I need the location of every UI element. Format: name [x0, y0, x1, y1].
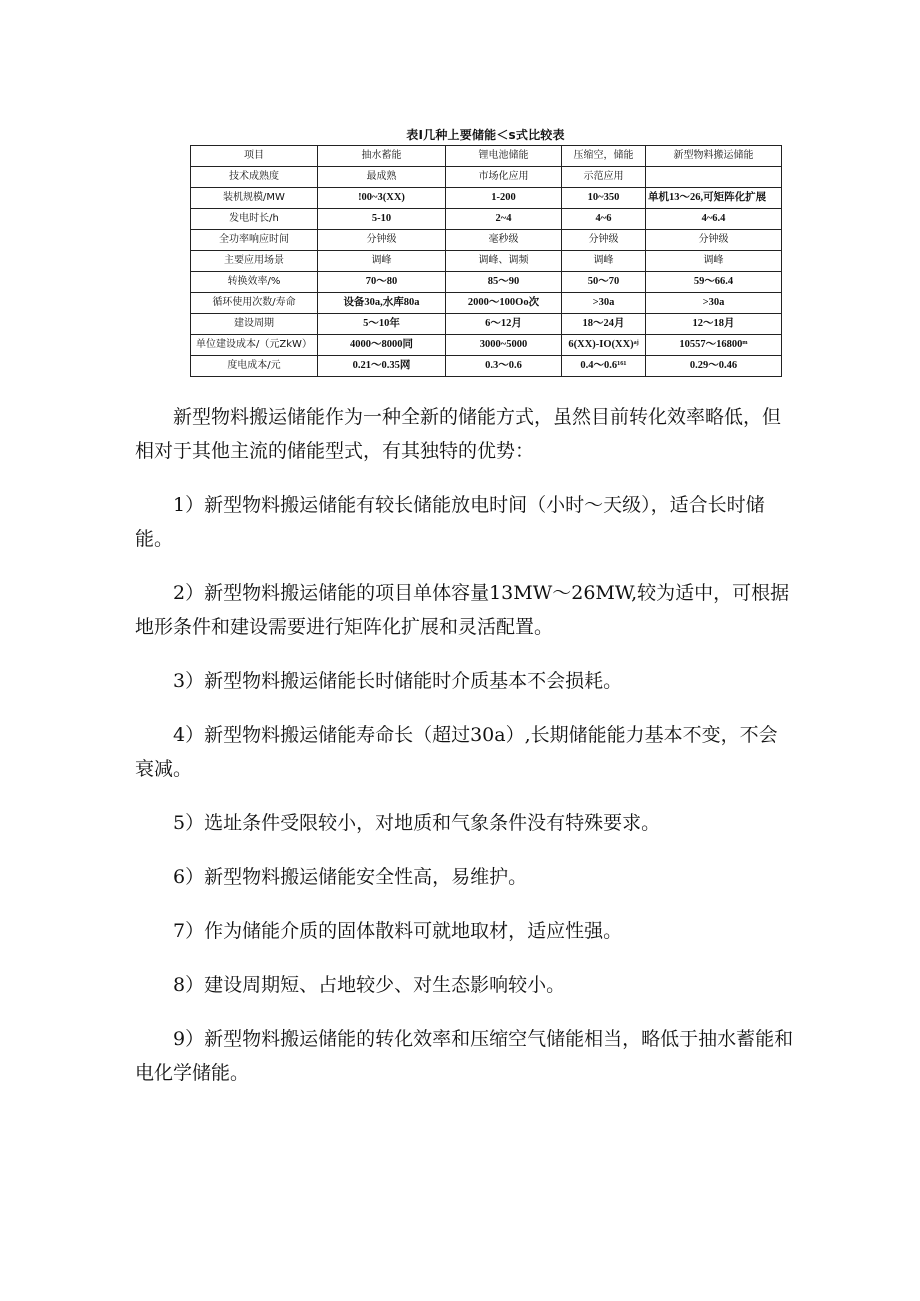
- table-cell: 设备30a,水库80a: [318, 293, 446, 314]
- table-cell: 调峰: [562, 251, 646, 272]
- table-cell: 0.4～0.6¹⁶¹: [562, 356, 646, 377]
- comparison-table: [190, 145, 782, 377]
- table-row: [191, 251, 782, 272]
- table-cell: 1-200: [446, 188, 562, 209]
- table-row: [191, 188, 782, 209]
- table-cell: 调峰: [646, 251, 782, 272]
- table-cell: 6～12月: [446, 314, 562, 335]
- advantage-item: 4）新型物料搬运储能寿命长（超过30a）,长期储能能力基本不变，不会衰减。: [135, 724, 778, 780]
- row-label: 发电时长/h: [191, 209, 318, 230]
- header-cell-lithium: 锂电池储能: [446, 146, 562, 167]
- table-row: [191, 293, 782, 314]
- table-cell: 4000～8000同: [318, 335, 446, 356]
- advantage-item: 1）新型物料搬运储能有较长储能放电时间（小时～天级），适合长时储能。: [135, 494, 765, 550]
- table-cell: 6(XX)-IO(XX)ᵃʲ: [562, 335, 646, 356]
- row-label: 单位建设成本/（元ZkW）: [191, 335, 318, 356]
- row-label: 建设周期: [191, 314, 318, 335]
- table-cell: 调峰: [318, 251, 446, 272]
- table-cell: 0.3～0.6: [446, 356, 562, 377]
- table-row: [191, 314, 782, 335]
- table-cell: 5-10: [318, 209, 446, 230]
- table-row: [191, 356, 782, 377]
- table-row: [191, 272, 782, 293]
- table-cell: 2~4: [446, 209, 562, 230]
- advantage-item: 3）新型物料搬运储能长时储能时介质基本不会损耗。: [173, 670, 623, 692]
- header-cell-compressed-air: 压缩空，储能: [562, 146, 646, 167]
- intro-paragraph: 新型物料搬运储能作为一种全新的储能方式，虽然目前转化效率略低，但相对于其他主流的储能型式，有其独特的优势：: [135, 406, 782, 462]
- table-cell: 59～66.4: [646, 272, 782, 293]
- row-label: 主要应用场景: [191, 251, 318, 272]
- table-caption: 表Ⅰ几种上要储能＜s式比较表: [406, 128, 565, 142]
- table-row: [191, 209, 782, 230]
- table-row: [191, 167, 782, 188]
- table-cell: 4~6: [562, 209, 646, 230]
- table-cell: 示范应用: [562, 167, 646, 188]
- advantage-item: 5）选址条件受限较小，对地质和气象条件没有特殊要求。: [173, 812, 661, 834]
- advantage-item: 8）建设周期短、占地较少、对生态影响较小。: [173, 974, 566, 996]
- table-cell: 70～80: [318, 272, 446, 293]
- advantage-item: 2）新型物料搬运储能的项目单体容量13MW～26MW,较为适中，可根据地形条件和建设需要进行矩阵化扩展和灵活配置。: [135, 582, 790, 638]
- table-cell: 5～10年: [318, 314, 446, 335]
- table-row: [191, 335, 782, 356]
- row-label: 度电成本/元: [191, 356, 318, 377]
- row-label: 全功率响应时间: [191, 230, 318, 251]
- table-cell: 10~350: [562, 188, 646, 209]
- header-cell-material-handling: 新型物料搬运储能: [646, 146, 782, 167]
- table-cell: 4~6.4: [646, 209, 782, 230]
- table-cell: 0.21～0.35网: [318, 356, 446, 377]
- table-cell: 分钟级: [318, 230, 446, 251]
- table-cell: 最成熟: [318, 167, 446, 188]
- header-cell-item: 项目: [191, 146, 318, 167]
- table-cell: 市场化应用: [446, 167, 562, 188]
- table-cell: 分钟级: [562, 230, 646, 251]
- advantage-item: 7）作为储能介质的固体散料可就地取材，适应性强。: [173, 920, 623, 942]
- advantage-item: 6）新型物料搬运储能安全性高，易维护。: [173, 866, 528, 888]
- table-cell: 85～90: [446, 272, 562, 293]
- table-cell: 毫秒级: [446, 230, 562, 251]
- row-label: 装机规模/MW: [191, 188, 318, 209]
- header-cell-pumped-hydro: 抽水蓄能: [318, 146, 446, 167]
- row-label: 转换效率/%: [191, 272, 318, 293]
- table-cell: 调峰、调频: [446, 251, 562, 272]
- table-cell: 单机13～26,可矩阵化扩展: [646, 188, 782, 209]
- table-cell: >30a: [562, 293, 646, 314]
- table-cell: [646, 167, 782, 188]
- table-cell: 50～70: [562, 272, 646, 293]
- table-cell: 10557～16800ᵐ: [646, 335, 782, 356]
- table-cell: 18～24月: [562, 314, 646, 335]
- table-cell: 0.29～0.46: [646, 356, 782, 377]
- table-cell: 2000～100Oo次: [446, 293, 562, 314]
- table-header-row: [191, 146, 782, 167]
- table-cell: !00~3(XX): [318, 188, 446, 209]
- table-cell: >30a: [646, 293, 782, 314]
- advantage-item: 9）新型物料搬运储能的转化效率和压缩空气储能相当，略低于抽水蓄能和电化学储能。: [135, 1028, 794, 1084]
- table-cell: 12～18月: [646, 314, 782, 335]
- table-cell: 3000~5000: [446, 335, 562, 356]
- table-cell: 分钟级: [646, 230, 782, 251]
- body-text: [135, 400, 795, 1090]
- row-label: 循环使用次数/寿命: [191, 293, 318, 314]
- row-label: 技术成熟度: [191, 167, 318, 188]
- table-row: [191, 230, 782, 251]
